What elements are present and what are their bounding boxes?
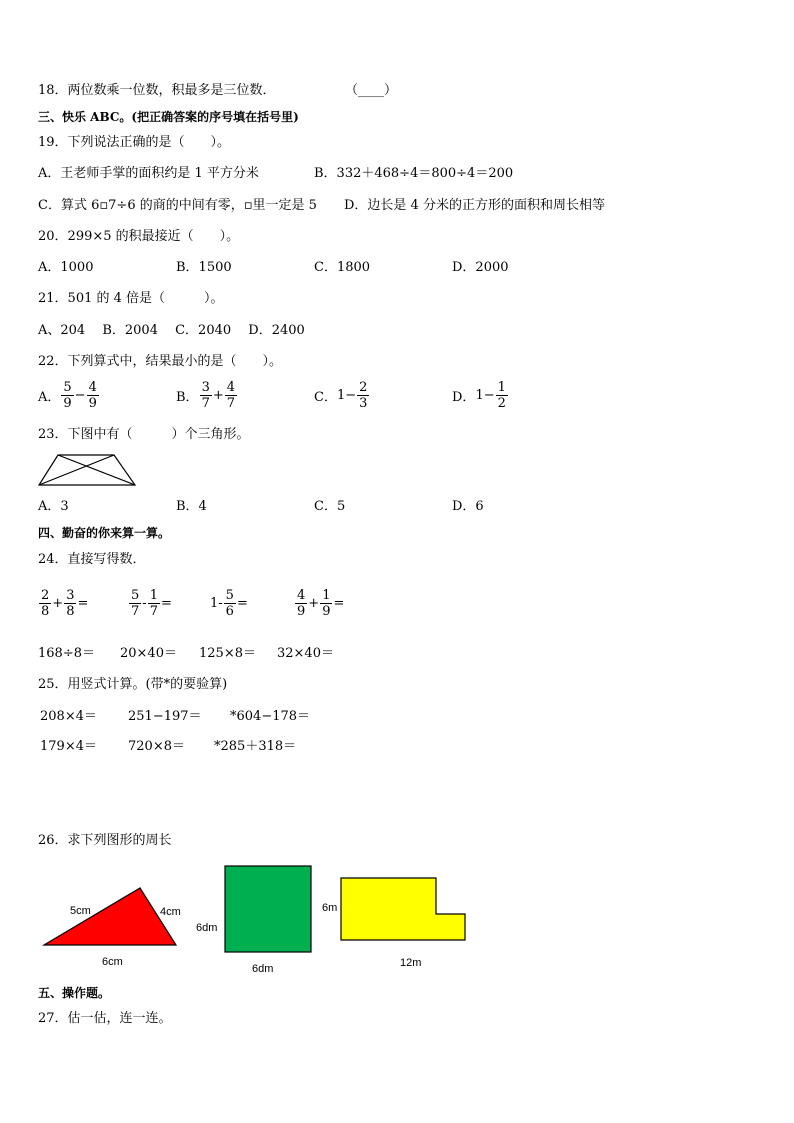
q19-option-b[interactable]: B．332＋468÷4＝800÷4＝200 bbox=[314, 166, 514, 181]
q23-option-b[interactable]: B．4 bbox=[176, 499, 207, 514]
q26-stem: 26．求下列图形的周长 bbox=[38, 833, 172, 848]
q24-calc-1: 168÷8＝ bbox=[38, 646, 95, 661]
option-label: D． bbox=[452, 390, 476, 405]
q20-option-b[interactable]: B．1500 bbox=[176, 260, 232, 275]
option-label: C． bbox=[314, 390, 337, 405]
q25-calc-1: 208×4＝ bbox=[40, 709, 97, 724]
q25-calc-6: *285＋318＝ bbox=[214, 739, 297, 754]
q22-option-b[interactable]: B． $\frac{3}{7}$ + $\frac{4}{7}$ bbox=[176, 380, 236, 411]
q22-option-d[interactable]: D．1− $\frac{1}{2}$ bbox=[452, 380, 506, 411]
q20-option-a[interactable]: A．1000 bbox=[38, 260, 94, 275]
q24-expr-1: $\frac{2}{8}$ + $\frac{3}{8}$ = bbox=[41, 588, 89, 619]
q26-figures bbox=[38, 860, 478, 980]
q22-option-c[interactable]: C．1− $\frac{2}{3}$ bbox=[314, 380, 368, 411]
q25-calc-3: *604−178＝ bbox=[230, 709, 311, 724]
q24-expr-3: 1- $\frac{5}{6}$ = bbox=[210, 588, 248, 619]
l-shape bbox=[341, 878, 465, 940]
section-3-title: 三、快乐 ABC。(把正确答案的序号填在括号里) bbox=[38, 110, 299, 124]
l-shape-label-bottom: 12m bbox=[400, 957, 422, 969]
fraction: $\frac{3}{7}$ bbox=[201, 380, 210, 411]
fraction: $\frac{2}{3}$ bbox=[359, 380, 368, 411]
q18-blank[interactable]: （____） bbox=[345, 83, 398, 98]
triangle-shape bbox=[44, 888, 176, 945]
option-label: A． bbox=[38, 390, 61, 405]
square-label-side: 6dm bbox=[196, 922, 218, 934]
q25-calc-4: 179×4＝ bbox=[40, 739, 97, 754]
q24-calc-3: 125×8＝ bbox=[199, 646, 256, 661]
q23-option-a[interactable]: A．3 bbox=[38, 499, 69, 514]
q22-stem: 22．下列算式中，结果最小的是（ ）。 bbox=[38, 354, 283, 369]
q18-text: 18．两位数乘一位数，积最多是三位数． bbox=[38, 83, 276, 98]
q20-option-c[interactable]: C．1800 bbox=[314, 260, 371, 275]
fraction: $\frac{4}{7}$ bbox=[226, 380, 236, 411]
q20-stem: 20．299×5 的积最接近（ ）。 bbox=[38, 229, 240, 244]
q23-stem: 23．下图中有（ ）个三角形。 bbox=[38, 427, 250, 442]
q24-stem: 24．直接写得数． bbox=[38, 552, 146, 567]
q24-expr-4: $\frac{4}{9}$ + $\frac{1}{9}$ = bbox=[297, 588, 345, 619]
q24-calc-4: 32×40＝ bbox=[277, 646, 334, 661]
q23-trapezoid-figure bbox=[36, 452, 138, 488]
q19-stem: 19．下列说法正确的是（ ）。 bbox=[38, 135, 231, 150]
q20-option-d[interactable]: D．2000 bbox=[452, 260, 509, 275]
fraction: $\frac{1}{2}$ bbox=[497, 380, 506, 411]
triangle-label-a: 5cm bbox=[70, 905, 91, 917]
q25-calc-5: 720×8＝ bbox=[128, 739, 185, 754]
q21-stem: 21．501 的 4 倍是（ ）。 bbox=[38, 291, 224, 306]
q19-option-c[interactable]: C．算式 6▫7÷6 的商的中间有零，▫里一定是 5 bbox=[38, 198, 317, 213]
triangle-label-c: 6cm bbox=[102, 956, 123, 968]
q23-option-c[interactable]: C．5 bbox=[314, 499, 346, 514]
option-label: B． bbox=[176, 390, 199, 405]
fraction: $\frac{4}{9}$ bbox=[88, 380, 97, 411]
q23-option-d[interactable]: D．6 bbox=[452, 499, 484, 514]
q25-calc-2: 251−197＝ bbox=[128, 709, 202, 724]
q21-options[interactable]: A、204 B．2004 C．2040 D．2400 bbox=[38, 323, 305, 338]
square-shape bbox=[225, 866, 311, 952]
l-shape-label-side: 6m bbox=[322, 902, 338, 914]
section-5-title: 五、操作题。 bbox=[38, 986, 111, 1000]
q19-option-d[interactable]: D．边长是 4 分米的正方形的面积和周长相等 bbox=[344, 198, 605, 213]
q19-option-a[interactable]: A．王老师手掌的面积约是 1 平方分米 bbox=[38, 166, 259, 181]
q22-option-a[interactable]: A． $\frac{5}{9}$ − $\frac{4}{9}$ bbox=[38, 380, 97, 411]
triangle-label-b: 4cm bbox=[160, 906, 181, 918]
q27-stem: 27．估一估，连一连。 bbox=[38, 1011, 172, 1026]
square-label-bottom: 6dm bbox=[252, 963, 274, 975]
fraction: $\frac{5}{9}$ bbox=[63, 380, 72, 411]
q24-expr-2: $\frac{5}{7}$ - $\frac{1}{7}$ = bbox=[131, 588, 172, 619]
section-4-title: 四、勤奋的你来算一算。 bbox=[38, 526, 171, 540]
q25-stem: 25．用竖式计算。(带*的要验算) bbox=[38, 677, 228, 692]
q24-calc-2: 20×40＝ bbox=[120, 646, 177, 661]
